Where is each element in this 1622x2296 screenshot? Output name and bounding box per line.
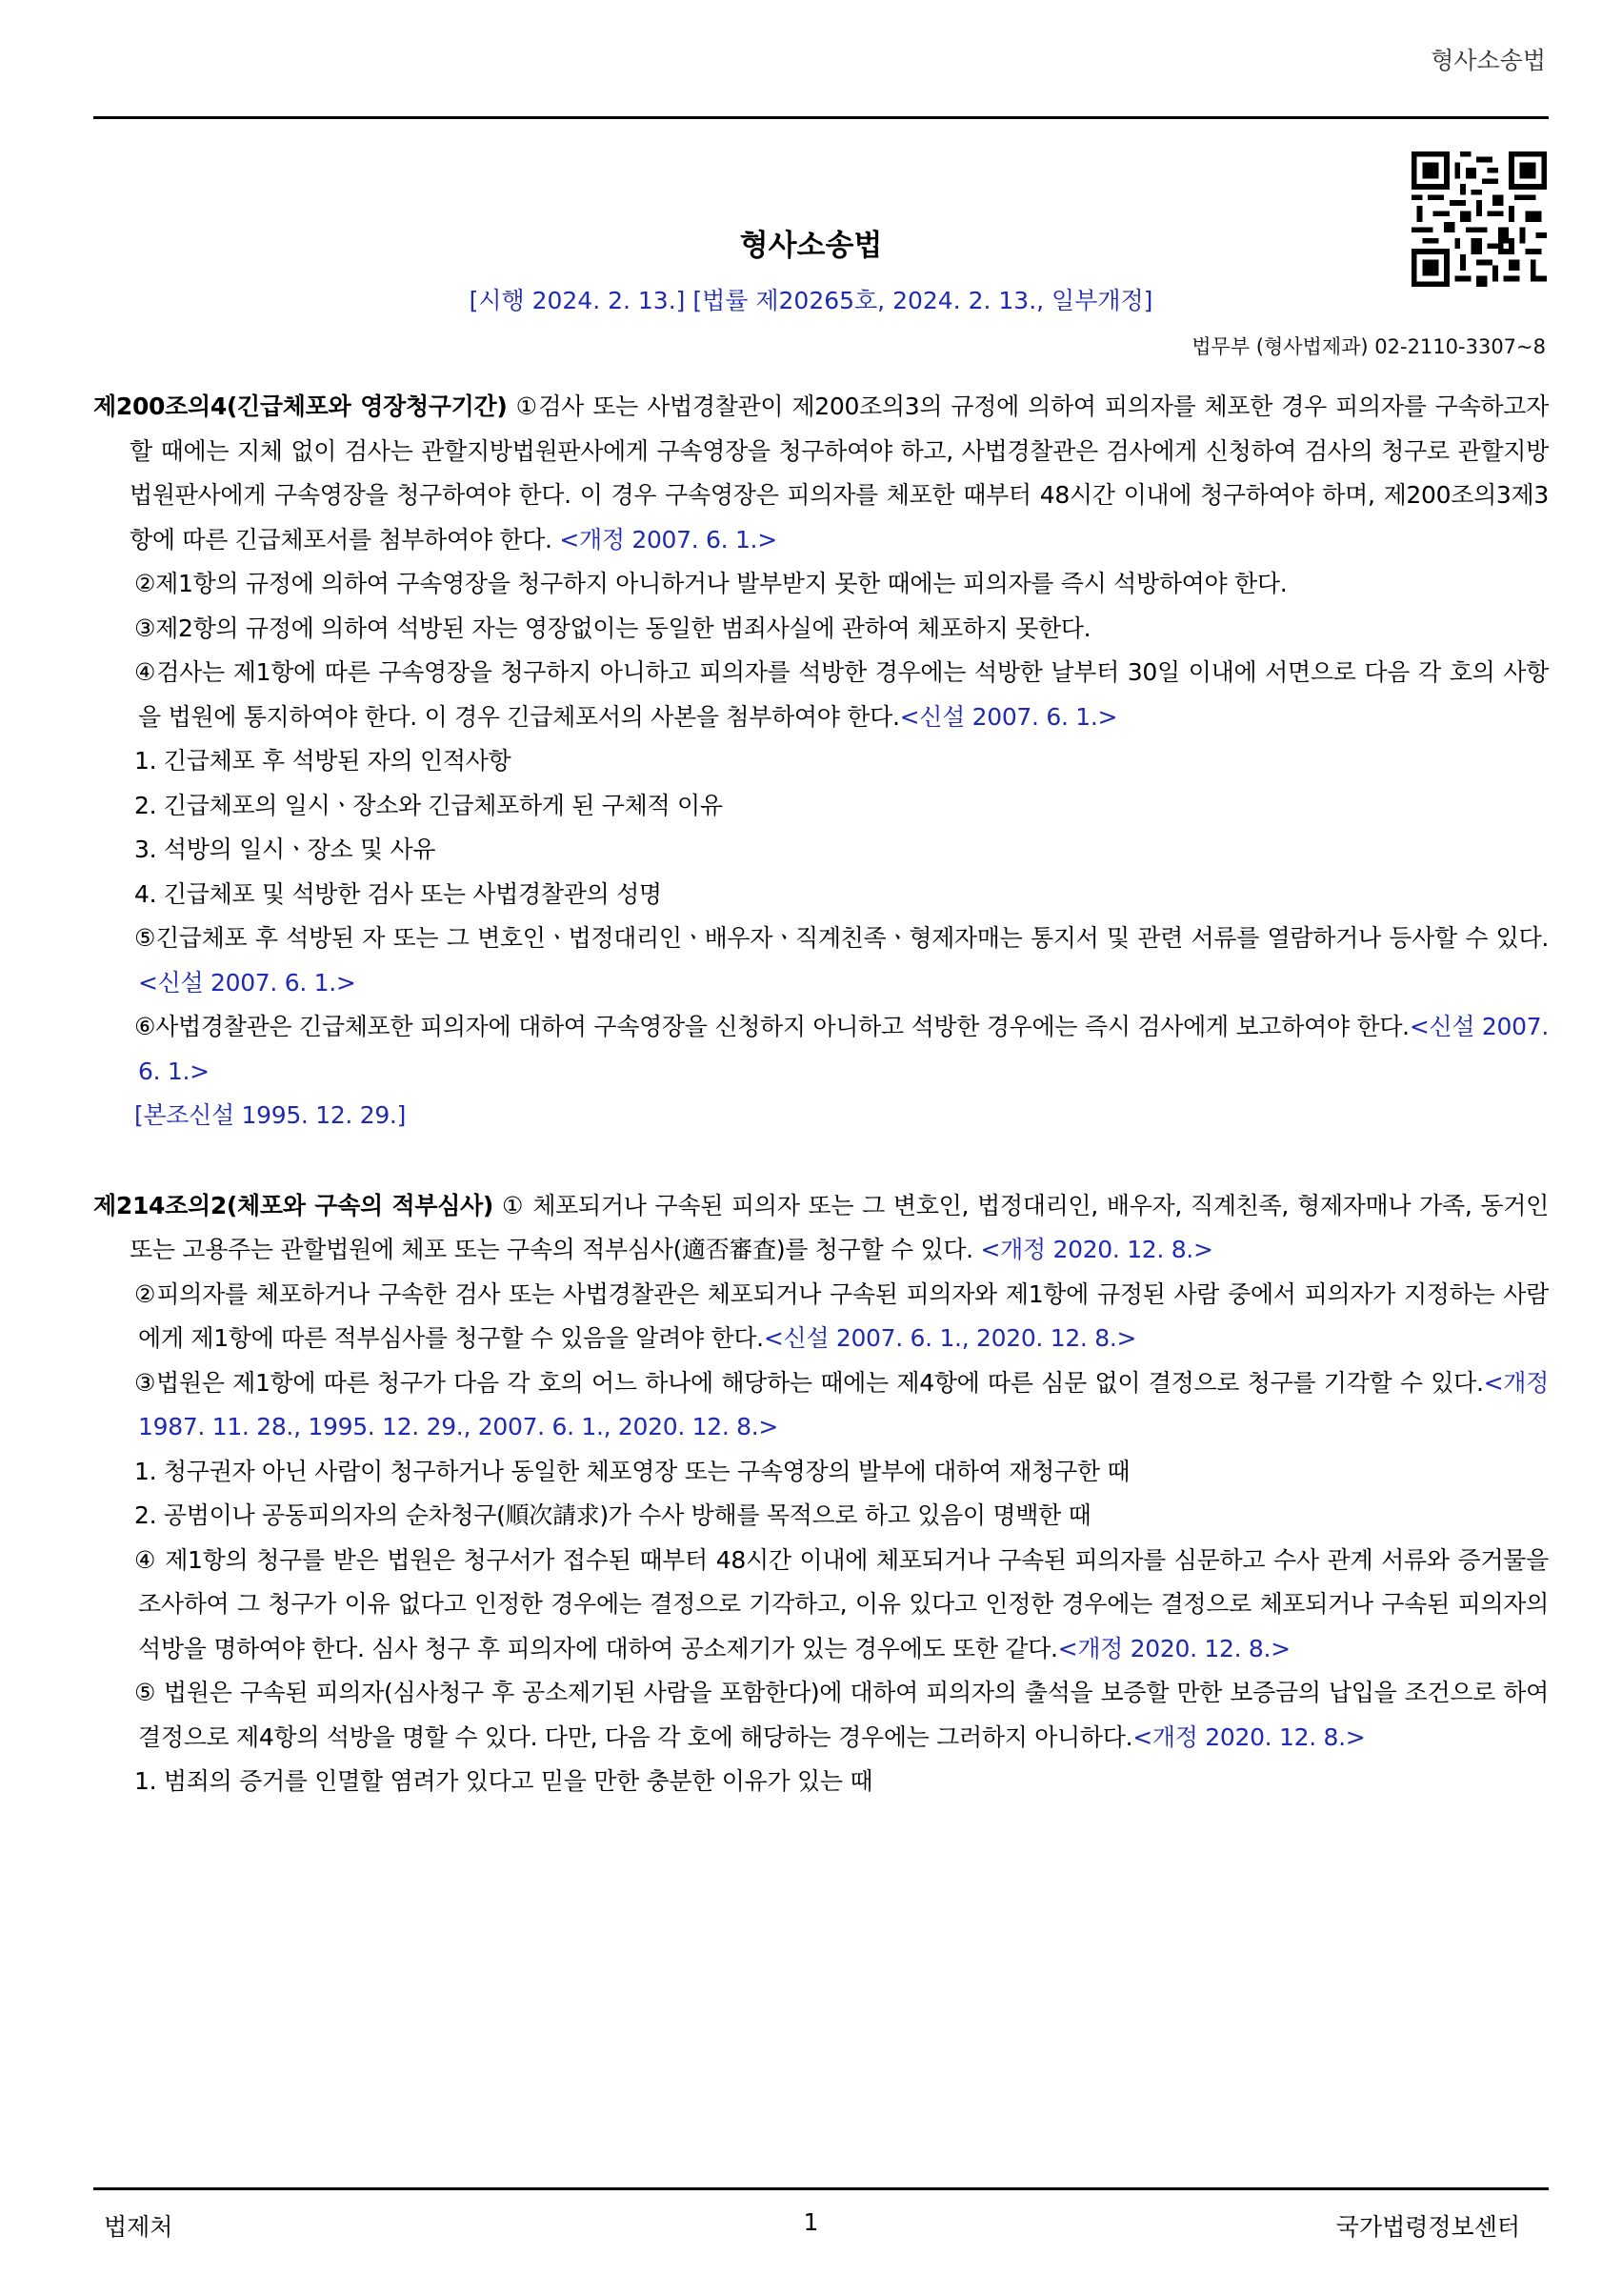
header-law-title: 형사소송법	[1431, 47, 1546, 74]
paragraph	[93, 1539, 1549, 1672]
amendment-note: <신설 2007. 6. 1.>	[899, 702, 1118, 731]
amendment-note: <신설 2007. 6. 1.>	[138, 1013, 1549, 1085]
amendment-note: <개정 2020. 12. 8.>	[1057, 1634, 1291, 1662]
paragraph-text: ③제2항의 규정에 의하여 석방된 자는 영장없이는 동일한 범죄사실에 관하여 체포하지 못한다.	[134, 614, 1091, 642]
article-214-2	[93, 1184, 1549, 1804]
article-text: ①검사 또는 사법경찰관이 제200조의3의 규정에 의하여 피의자를 체포한 경우 피의자를 구속하고자 할 때에는 지체 없이 검사는 관할지방법원판사에게 구속영장을 청구하여야 하고, 사법경찰관은 검사에게 신청하여 검사의 청구로 관할지방법원판사에게 구속영장을 청구하여야 한다. 이 경우 구속영장은 피의자를 체포한 때부터 48시간 이내에 청구하여야 하며, 제200조의3제3항에 따른 긴급체포서를 첨부하여야 한다.	[130, 393, 1549, 554]
paragraph	[93, 916, 1549, 1005]
article-title: 제200조의4(긴급체포와 영장청구기간)	[93, 393, 508, 420]
paragraph	[93, 1671, 1549, 1760]
enforcement-info: [시행 2024. 2. 13.] [법률 제20265호, 2024. 2. 13., 일부개정]	[469, 287, 1153, 314]
paragraph-text: ⑤ 법원은 구속된 피의자(심사청구 후 공소제기된 사람을 포함한다)에 대하여 피의자의 출석을 보증할 만한 보증금의 납입을 조건으로 하여 결정으로 제4항의 석방을 명할 수 있다. 다만, 다음 각 호에 해당하는 경우에는 그러하지 아니하다.	[134, 1679, 1549, 1751]
amendment-note: <개정 2007. 6. 1.>	[559, 525, 777, 554]
article-heading	[93, 385, 1549, 562]
footer-divider	[93, 2187, 1549, 2190]
list-item: 1. 긴급체포 후 석방된 자의 인적사항	[134, 747, 511, 775]
amendment-note: <개정 2020. 12. 8.>	[1132, 1722, 1366, 1751]
footer-source: 국가법령정보센터	[1335, 2213, 1520, 2241]
paragraph	[93, 562, 1549, 607]
amendment-note: <개정 1987. 11. 28., 1995. 12. 29., 2007. 6. 1., 2020. 12. 8.>	[138, 1368, 1549, 1440]
article-text: ① 체포되거나 구속된 피의자 또는 그 변호인, 법정대리인, 배우자, 직계친족, 형제자매나 가족, 동거인 또는 고용주는 관할법원에 체포 또는 구속의 적부심사(適否審査)를 청구할 수 있다.	[130, 1191, 1549, 1263]
list-item: 1. 청구권자 아닌 사람이 청구하거나 동일한 체포영장 또는 구속영장의 발부에 대하여 재청구한 때	[134, 1457, 1131, 1485]
article-title: 제214조의2(체포와 구속의 적부심사)	[93, 1191, 494, 1219]
list-item: 2. 공범이나 공동피의자의 순차청구(順次請求)가 수사 방해를 목적으로 하고 있음이 명백한 때	[134, 1501, 1091, 1529]
paragraph	[93, 1273, 1549, 1361]
page-number: 1	[803, 2208, 819, 2236]
list-item: 1. 범죄의 증거를 인멸할 염려가 있다고 믿을 만한 충분한 이유가 있는 때	[134, 1767, 873, 1795]
paragraph	[93, 1005, 1549, 1094]
paragraph	[93, 651, 1549, 739]
document-title: 형사소송법	[739, 229, 883, 263]
paragraph-text: ⑥사법경찰관은 긴급체포한 피의자에 대하여 구속영장을 신청하지 아니하고 석방한 경우에는 즉시 검사에게 보고하여야 한다.	[134, 1013, 1410, 1040]
paragraph-text: ④검사는 제1항에 따른 구속영장을 청구하지 아니하고 피의자를 석방한 경우에는 석방한 날부터 30일 이내에 서면으로 다음 각 호의 사항을 법원에 통지하여야 한다. 이 경우 긴급체포서의 사본을 첨부하여야 한다.	[134, 658, 1549, 731]
paragraph-text: ③법원은 제1항에 따른 청구가 다음 각 호의 어느 하나에 해당하는 때에는 제4항에 따른 심문 없이 결정으로 청구를 기각할 수 있다.	[134, 1368, 1484, 1397]
amendment-note: <개정 2020. 12. 8.>	[980, 1236, 1213, 1263]
qr-code-icon	[1412, 151, 1547, 287]
header-divider	[93, 116, 1549, 119]
paragraph	[93, 1361, 1549, 1450]
article-heading	[93, 1184, 1549, 1273]
footer-publisher: 법제처	[104, 2213, 173, 2241]
amendment-note: <신설 2007. 6. 1., 2020. 12. 8.>	[763, 1324, 1137, 1352]
paragraph	[93, 607, 1549, 652]
amendment-note: <신설 2007. 6. 1.>	[138, 968, 356, 997]
article-origin-note: [본조신설 1995. 12. 29.]	[134, 1101, 407, 1129]
list-item: 2. 긴급체포의 일시ㆍ장소와 긴급체포하게 된 구체적 이유	[134, 791, 723, 819]
paragraph-text: ⑤긴급체포 후 석방된 자 또는 그 변호인ㆍ법정대리인ㆍ배우자ㆍ직계친족ㆍ형제자매는 통지서 및 관련 서류를 열람하거나 등사할 수 있다.	[134, 924, 1549, 952]
document-body	[93, 385, 1549, 1804]
paragraph-text: ②피의자를 체포하거나 구속한 검사 또는 사법경찰관은 체포되거나 구속된 피의자와 제1항에 규정된 사람 중에서 피의자가 지정하는 사람에게 제1항에 따른 적부심사를 청구할 수 있음을 알려야 한다.	[134, 1279, 1549, 1352]
ministry-contact: 법무부 (형사법제과) 02-2110-3307~8	[1191, 335, 1546, 358]
paragraph-text: ②제1항의 규정에 의하여 구속영장을 청구하지 아니하거나 발부받지 못한 때에는 피의자를 즉시 석방하여야 한다.	[134, 570, 1288, 597]
paragraph-text: ④ 제1항의 청구를 받은 법원은 청구서가 접수된 때부터 48시간 이내에 체포되거나 구속된 피의자를 심문하고 수사 관계 서류와 증거물을 조사하여 그 청구가 이유 없다고 인정한 경우에는 결정으로 기각하고, 이유 있다고 인정한 경우에는 결정으로 체포되거나 구속된 피의자의 석방을 명하여야 한다. 심사 청구 후 피의자에 대하여 공소제기가 있는 경우에도 또한 같다.	[134, 1545, 1549, 1662]
article-200-4	[93, 385, 1549, 1138]
list-item: 4. 긴급체포 및 석방한 검사 또는 사법경찰관의 성명	[134, 879, 662, 908]
list-item: 3. 석방의 일시ㆍ장소 및 사유	[134, 836, 436, 863]
